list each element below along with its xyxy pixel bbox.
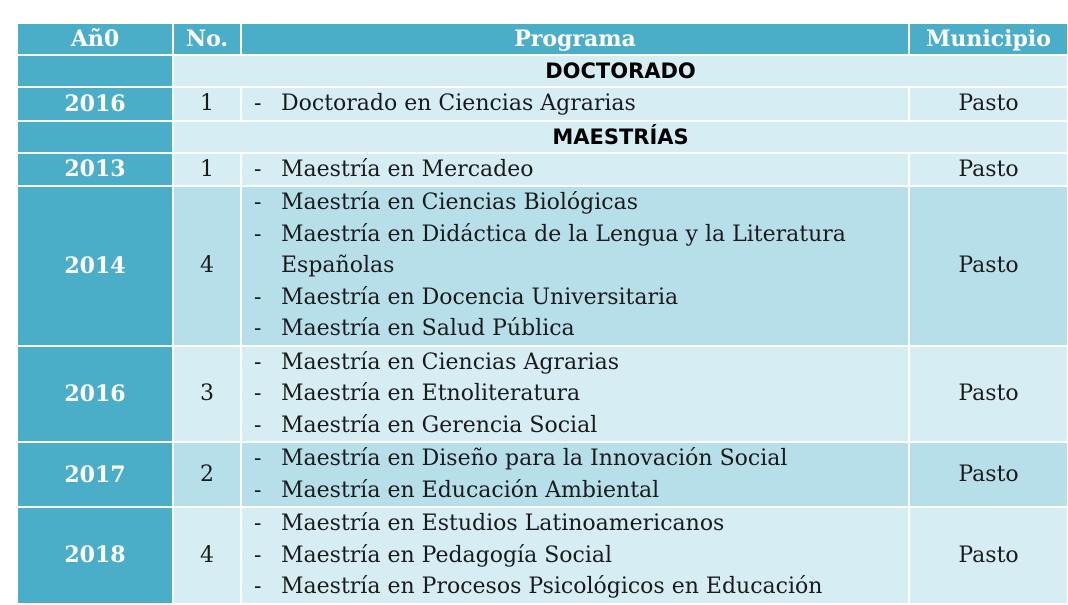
table-row xyxy=(17,507,1068,604)
program-cell xyxy=(241,87,909,121)
year-cell: 2016 xyxy=(17,346,173,443)
municipio-cell: Pasto xyxy=(909,507,1068,604)
program-name: Maestría en Etnoliteratura xyxy=(281,381,581,406)
program-name: Maestría en Ciencias Biológicas xyxy=(281,190,639,215)
header-year: Añ0 xyxy=(17,23,173,55)
table-row xyxy=(17,87,1068,121)
program-line: - Maestría en Procesos Psicológicos en Educación xyxy=(254,571,900,603)
year-cell: 2017 xyxy=(17,442,173,507)
count-cell: 3 xyxy=(173,346,241,443)
program-cell xyxy=(241,346,909,443)
section-title-doctorado: DOCTORADO xyxy=(173,55,1068,87)
program-line: - Maestría en Salud Pública xyxy=(254,313,900,345)
count-cell: 4 xyxy=(173,507,241,604)
program-line: - Doctorado en Ciencias Agrarias xyxy=(254,88,900,120)
program-line: - Maestría en Docencia Universitaria xyxy=(254,282,900,314)
program-name: Maestría en Procesos Psicológicos en Educación xyxy=(281,574,823,599)
municipio-cell: Pasto xyxy=(909,346,1068,443)
year-cell: 2014 xyxy=(17,186,173,346)
program-name: Maestría en Pedagogía Social xyxy=(281,542,613,568)
program-line: - Maestría en Gerencia Social xyxy=(254,410,900,442)
header-no: No. xyxy=(173,23,241,55)
program-line: - Maestría en Ciencias Agrarias xyxy=(254,347,900,379)
count-cell: 1 xyxy=(173,153,241,187)
section-title-maestrias: MAESTRÍAS xyxy=(173,121,1068,153)
table-row xyxy=(17,186,1068,346)
count-cell: 4 xyxy=(173,186,241,346)
count-cell: 2 xyxy=(173,442,241,507)
program-name: Maestría en Salud Pública xyxy=(281,316,575,341)
year-cell: 2018 xyxy=(17,507,173,604)
program-cell xyxy=(241,186,909,346)
program-line: - Maestría en Ciencias Biológicas xyxy=(254,187,900,219)
count-cell: 1 xyxy=(173,87,241,121)
program-line: - Maestría en Mercadeo xyxy=(254,154,900,186)
program-line: - Maestría en Estudios Latinoamericanos xyxy=(254,508,900,540)
municipio-cell: Pasto xyxy=(909,442,1068,507)
section-row-maestrias xyxy=(17,121,1068,153)
programs-table xyxy=(16,22,1068,605)
table-row xyxy=(17,346,1068,443)
section-blank-cell xyxy=(17,121,173,153)
program-line: - Maestría en Didáctica de la Lengua y la Literatura Españolas xyxy=(254,219,900,282)
program-name: Maestría en Didáctica de la Lengua y la Literatura Españolas xyxy=(281,221,846,278)
program-name: Maestría en Estudios Latinoamericanos xyxy=(281,511,725,536)
municipio-cell: Pasto xyxy=(909,87,1068,121)
section-blank-cell xyxy=(17,55,173,87)
program-line: - Maestría en Etnoliteratura xyxy=(254,378,900,410)
header-row xyxy=(17,23,1068,55)
header-municipio: Municipio xyxy=(909,23,1068,55)
program-line: - Maestría en Diseño para la Innovación Social xyxy=(254,443,900,475)
program-name: Maestría en Diseño para la Innovación Social xyxy=(281,446,788,471)
program-name: Maestría en Gerencia Social xyxy=(281,412,598,438)
program-line: - Maestría en Educación Ambiental xyxy=(254,475,900,507)
program-name: Maestría en Ciencias Agrarias xyxy=(281,349,620,375)
year-cell: 2016 xyxy=(17,87,173,121)
table-row xyxy=(17,153,1068,187)
program-cell xyxy=(241,153,909,187)
program-name: Maestría en Educación Ambiental xyxy=(281,477,660,503)
program-cell xyxy=(241,507,909,604)
table-row xyxy=(17,442,1068,507)
municipio-cell: Pasto xyxy=(909,186,1068,346)
program-name: Doctorado en Ciencias Agrarias xyxy=(281,91,636,116)
program-name: Maestría en Docencia Universitaria xyxy=(281,284,679,310)
program-name: Maestría en Mercadeo xyxy=(281,156,534,182)
year-cell: 2013 xyxy=(17,153,173,187)
program-cell xyxy=(241,442,909,507)
municipio-cell: Pasto xyxy=(909,153,1068,187)
programs-table-container xyxy=(16,22,1067,605)
section-row-doctorado xyxy=(17,55,1068,87)
program-line: - Maestría en Pedagogía Social xyxy=(254,540,900,572)
header-programa: Programa xyxy=(241,23,909,55)
